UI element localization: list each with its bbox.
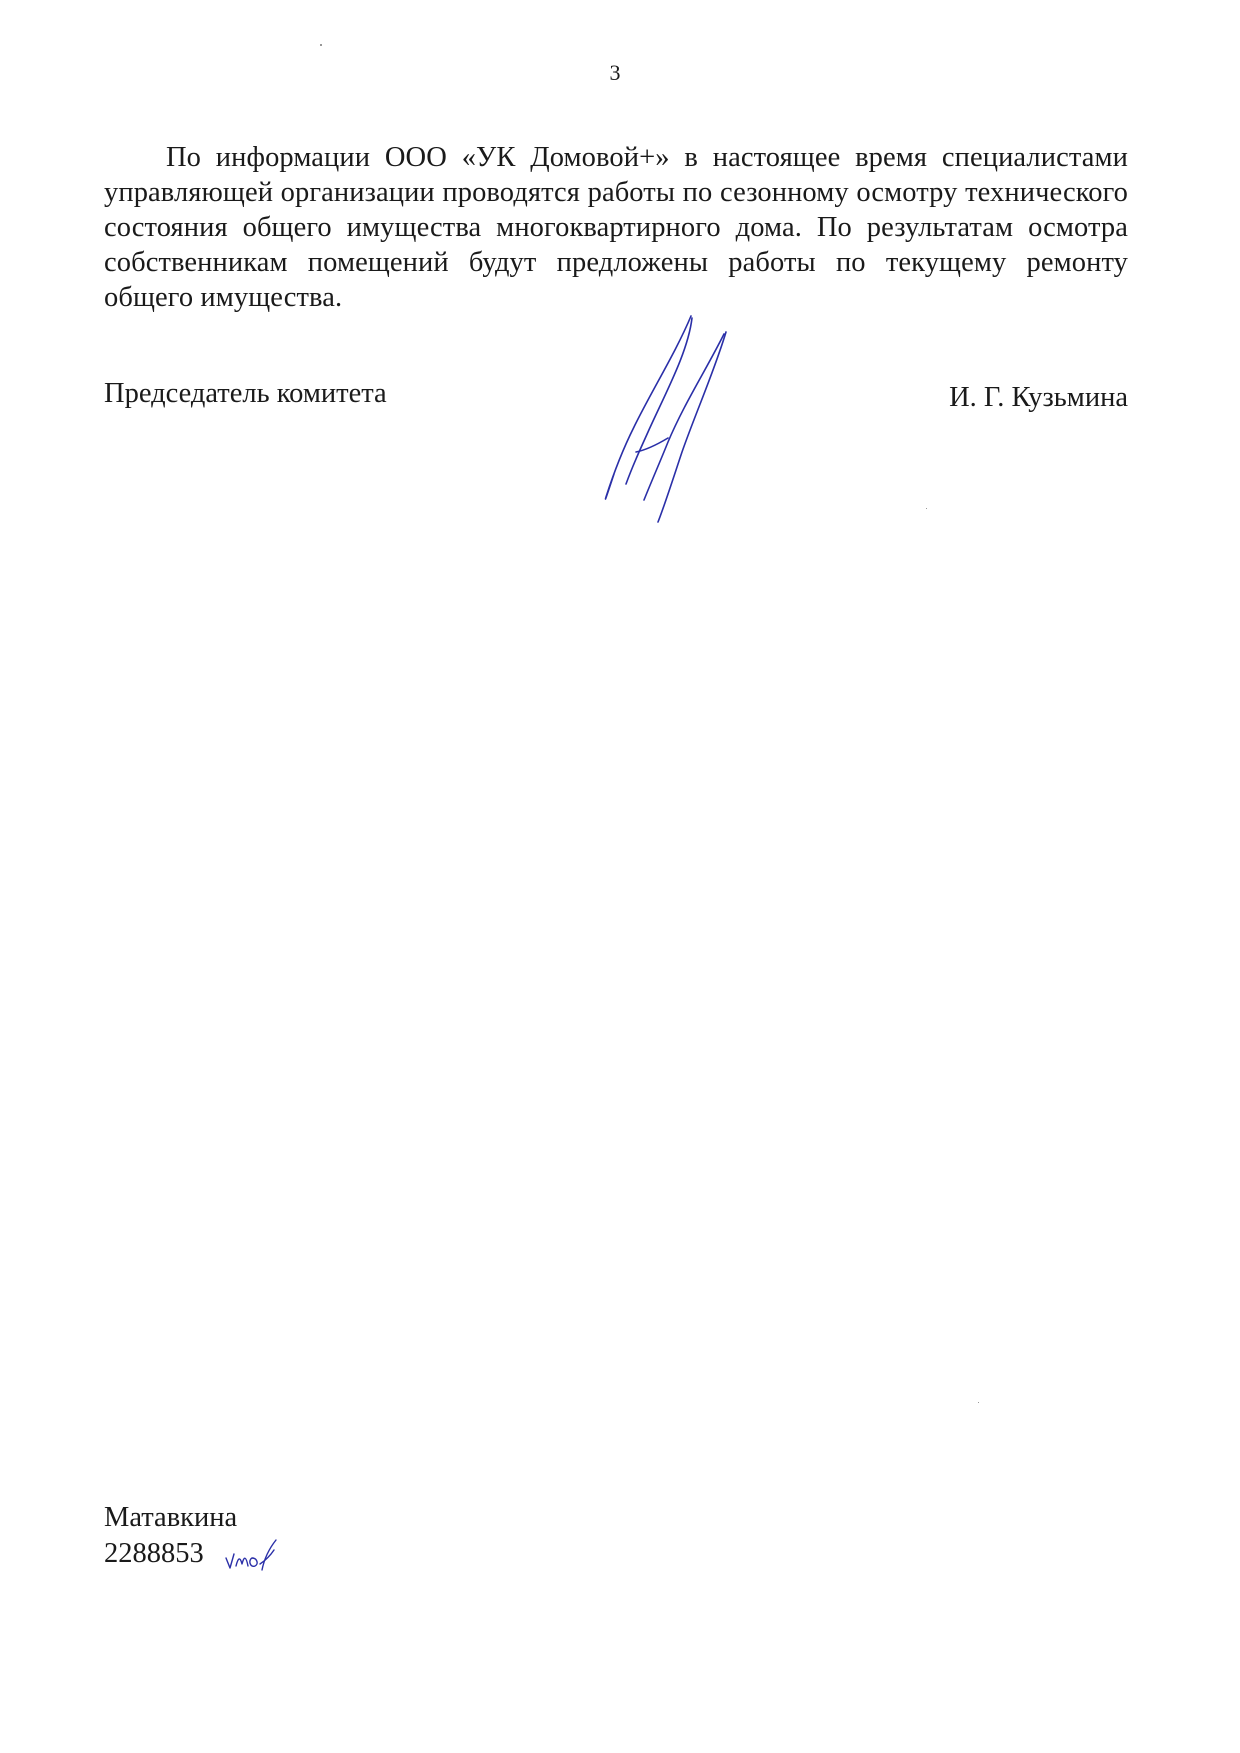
signatory-name: И. Г. Кузьмина — [949, 382, 1128, 413]
page-number: 3 — [609, 60, 621, 85]
scan-speck — [978, 1402, 979, 1403]
handwritten-signature — [596, 312, 736, 524]
body-paragraph: По информации ООО «УК Домовой+» в настоящее время специалистами управляющей организации проводятся работы по сезонному осмотру технического состояния общего имущества многоквартирного дома. По результатам осмотра собственникам помещений будут предложены работы по текущему ремонту общего имущества. — [104, 142, 1128, 313]
executor-phone: 2288853 — [104, 1538, 204, 1569]
handwritten-initials — [222, 1536, 280, 1576]
executor-block — [104, 1500, 237, 1572]
signatory-role: Председатель комитета — [104, 378, 387, 409]
scan-speck — [926, 508, 927, 509]
scan-speck — [320, 44, 322, 46]
executor-name: Матавкина — [104, 1502, 238, 1533]
